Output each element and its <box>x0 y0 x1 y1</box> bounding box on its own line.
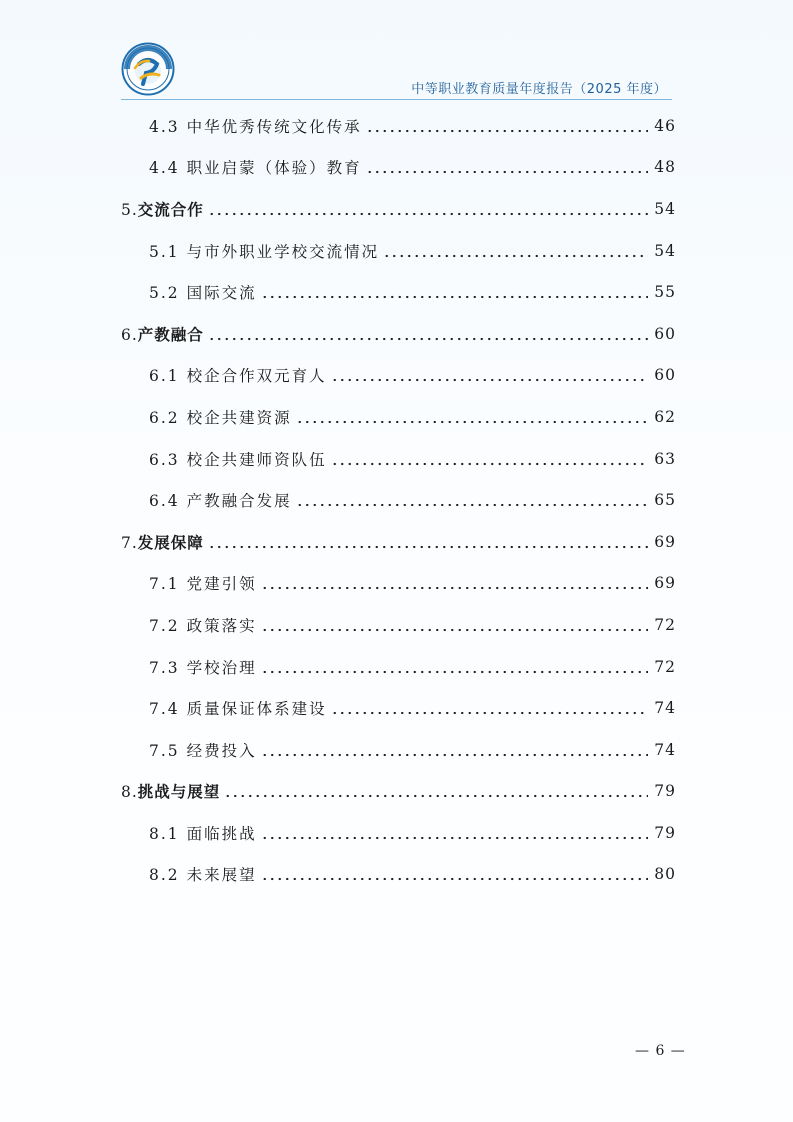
toc-section-entry[interactable] <box>121 147 676 189</box>
toc-page-number: 54 <box>654 199 676 218</box>
toc-page-number: 74 <box>654 699 676 718</box>
toc-dot-leader <box>261 825 648 841</box>
toc-chapter-number: 5. <box>121 200 138 219</box>
toc-entry-title: 8.1 面临挑战 <box>149 824 257 843</box>
toc-entry-title <box>121 531 204 553</box>
toc-dot-leader <box>208 534 648 550</box>
toc-section-entry[interactable] <box>121 479 676 521</box>
toc-chapter-number: 7. <box>121 533 138 552</box>
toc-dot-leader <box>261 617 648 633</box>
toc-chapter-entry[interactable] <box>121 188 676 230</box>
toc-dot-leader <box>383 243 648 259</box>
toc-entry-title: 7.5 经费投入 <box>149 741 257 760</box>
toc-dot-leader <box>261 659 648 675</box>
toc-chapter-number: 8. <box>121 783 138 802</box>
toc-dot-leader <box>366 159 648 175</box>
toc-dot-leader <box>224 783 648 799</box>
toc-page-number: 74 <box>654 740 676 759</box>
toc-dot-leader <box>296 492 648 508</box>
toc-chapter-title: 发展保障 <box>137 533 204 552</box>
toc-page-number: 54 <box>654 241 676 260</box>
toc-entry-title: 7.4 质量保证体系建设 <box>149 700 327 719</box>
toc-page-number: 63 <box>654 449 676 468</box>
toc-section-entry[interactable] <box>121 687 676 729</box>
toc-entry-title: 5.2 国际交流 <box>149 284 257 303</box>
toc-dot-leader <box>296 409 648 425</box>
toc-page-number: 79 <box>654 823 676 842</box>
toc-page-number: 72 <box>654 657 676 676</box>
toc-page-number: 72 <box>654 615 676 634</box>
toc-entry-title: 6.4 产教融合发展 <box>149 492 292 511</box>
toc-dot-leader <box>208 326 648 342</box>
toc-page-number: 80 <box>654 865 676 884</box>
table-of-contents <box>121 105 676 895</box>
toc-entry-title: 7.2 政策落实 <box>149 616 257 635</box>
header-divider <box>121 99 672 100</box>
toc-entry-title: 4.3 中华优秀传统文化传承 <box>149 117 362 136</box>
toc-entry-title: 5.1 与市外职业学校交流情况 <box>149 242 380 261</box>
toc-section-entry[interactable] <box>121 563 676 605</box>
toc-page-number: 79 <box>654 782 676 801</box>
toc-entry-title <box>121 198 204 220</box>
toc-page-number: 69 <box>654 532 676 551</box>
toc-section-entry[interactable] <box>121 396 676 438</box>
toc-chapter-entry[interactable] <box>121 771 676 813</box>
toc-dot-leader <box>261 575 648 591</box>
toc-dot-leader <box>331 700 648 716</box>
toc-section-entry[interactable] <box>121 438 676 480</box>
page-number: — 6 — <box>635 1043 686 1059</box>
toc-entry-title <box>121 323 204 345</box>
toc-dot-leader <box>261 866 648 882</box>
toc-page-number: 69 <box>654 574 676 593</box>
toc-dot-leader <box>366 118 648 134</box>
toc-dot-leader <box>208 201 648 217</box>
toc-dot-leader <box>331 367 648 383</box>
report-header-title: 中等职业教育质量年度报告（2025 年度） <box>411 82 667 97</box>
toc-page-number: 65 <box>654 491 676 510</box>
toc-page-number: 46 <box>654 116 676 135</box>
toc-chapter-title: 产教融合 <box>137 325 204 344</box>
toc-entry-title: 7.1 党建引领 <box>149 575 257 594</box>
toc-dot-leader <box>261 284 648 300</box>
toc-section-entry[interactable] <box>121 230 676 272</box>
toc-entry-title <box>121 780 220 802</box>
toc-entry-title: 7.3 学校治理 <box>149 658 257 677</box>
toc-entry-title: 8.2 未来展望 <box>149 866 257 885</box>
toc-section-entry[interactable] <box>121 355 676 397</box>
toc-section-entry[interactable] <box>121 604 676 646</box>
toc-section-entry[interactable] <box>121 854 676 896</box>
toc-entry-title: 6.1 校企合作双元育人 <box>149 367 327 386</box>
toc-section-entry[interactable] <box>121 271 676 313</box>
toc-page-number: 48 <box>654 158 676 177</box>
toc-section-entry[interactable] <box>121 812 676 854</box>
toc-page-number: 62 <box>654 407 676 426</box>
toc-entry-title: 6.2 校企共建资源 <box>149 408 292 427</box>
toc-page-number: 60 <box>654 324 676 343</box>
toc-chapter-entry[interactable] <box>121 313 676 355</box>
toc-dot-leader <box>331 451 648 467</box>
toc-dot-leader <box>261 742 648 758</box>
toc-entry-title: 4.4 职业启蒙（体验）教育 <box>149 159 362 178</box>
school-emblem-icon <box>121 42 175 96</box>
toc-chapter-number: 6. <box>121 325 138 344</box>
toc-chapter-entry[interactable] <box>121 521 676 563</box>
toc-page-number: 55 <box>654 283 676 302</box>
toc-section-entry[interactable] <box>121 729 676 771</box>
toc-section-entry[interactable] <box>121 646 676 688</box>
toc-page-number: 60 <box>654 366 676 385</box>
toc-chapter-title: 挑战与展望 <box>137 783 221 802</box>
toc-section-entry[interactable] <box>121 105 676 147</box>
toc-entry-title: 6.3 校企共建师资队伍 <box>149 450 327 469</box>
toc-chapter-title: 交流合作 <box>137 200 204 219</box>
